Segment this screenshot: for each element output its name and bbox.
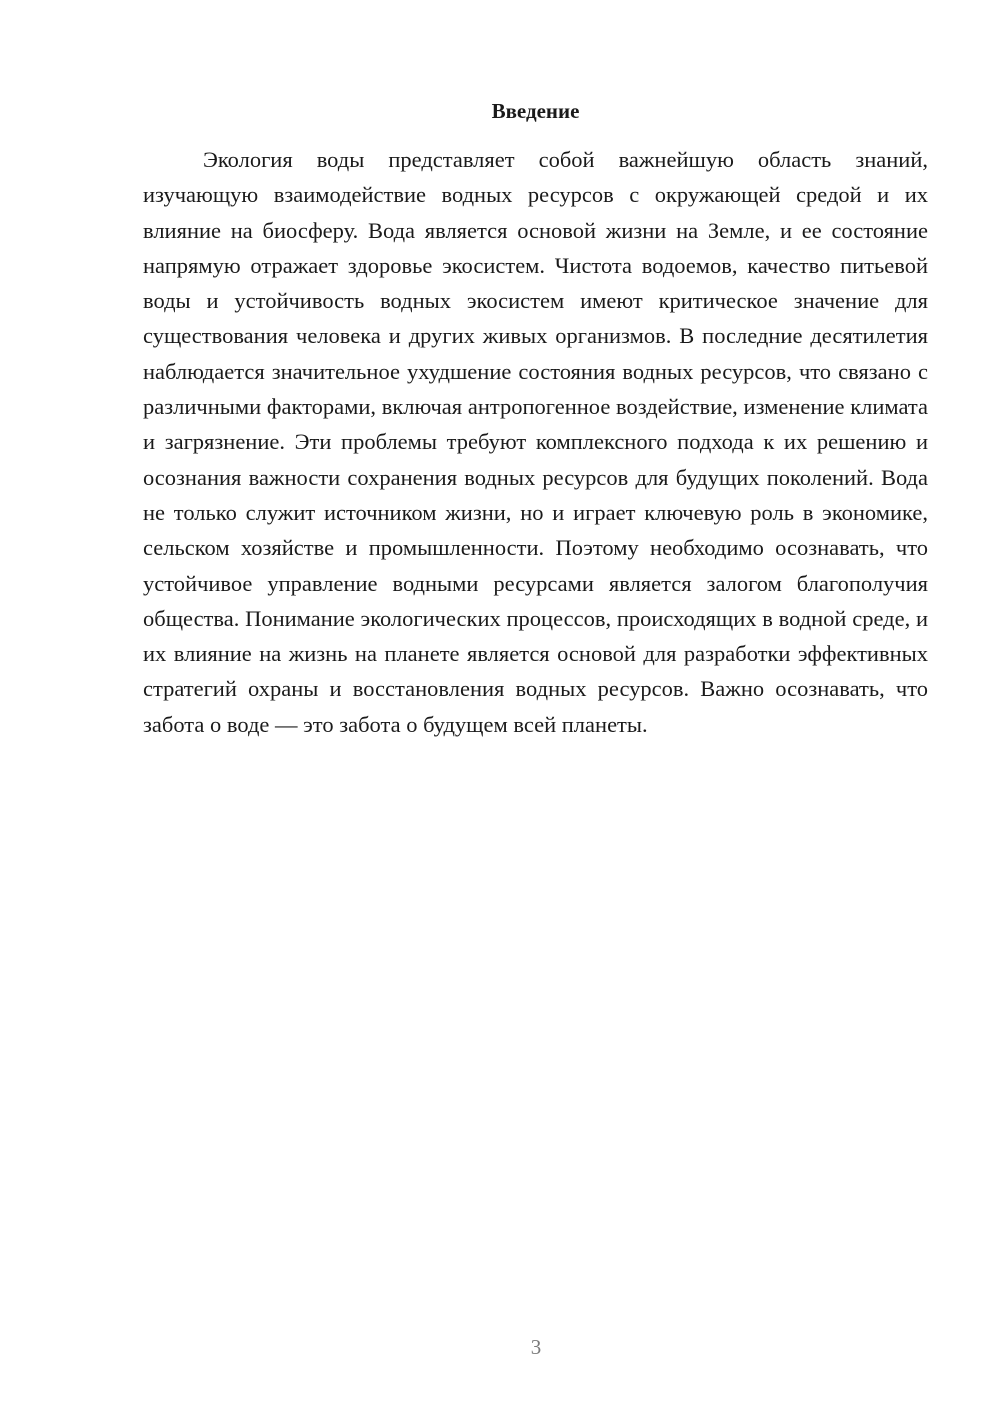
body-paragraph: Экология воды представляет собой важнейшую область знаний, изучающую взаимодействие водных ресурсов с окружающей средой и их влияние на биосферу. Вода является основой жизни на Земле, и ее состояние напрямую отражает здоровье экосистем. Чистота водоемов, качество питьевой воды и устойчивость водных экосистем имеют критическое значение для существования человека и других живых организмов. В последние десятилетия наблюдается значительное ухудшение состояния водных ресурсов, что связано с различными факторами, включая антропогенное воздействие, изменение климата и загрязнение. Эти проблемы требуют комплексного подхода к их решению и осознания важности сохранения водных ресурсов для будущих поколений. Вода не только служит источником жизни, но и играет ключевую роль в экономике, сельском хозяйстве и промышленности. Поэтому необходимо осознавать, что устойчивое управление водными ресурсами является залогом благополучия общества. Понимание экологических процессов, происходящих в водной среде, и их влияние на жизнь на планете является основой для разработки эффективных стратегий охраны и восстановления водных ресурсов. Важно осознавать, что забота о воде — это забота о будущем всей планеты. [143, 147, 928, 737]
page-number: 3 [530, 1335, 542, 1359]
heading-container [143, 96, 928, 126]
section-heading: Введение [491, 99, 580, 123]
